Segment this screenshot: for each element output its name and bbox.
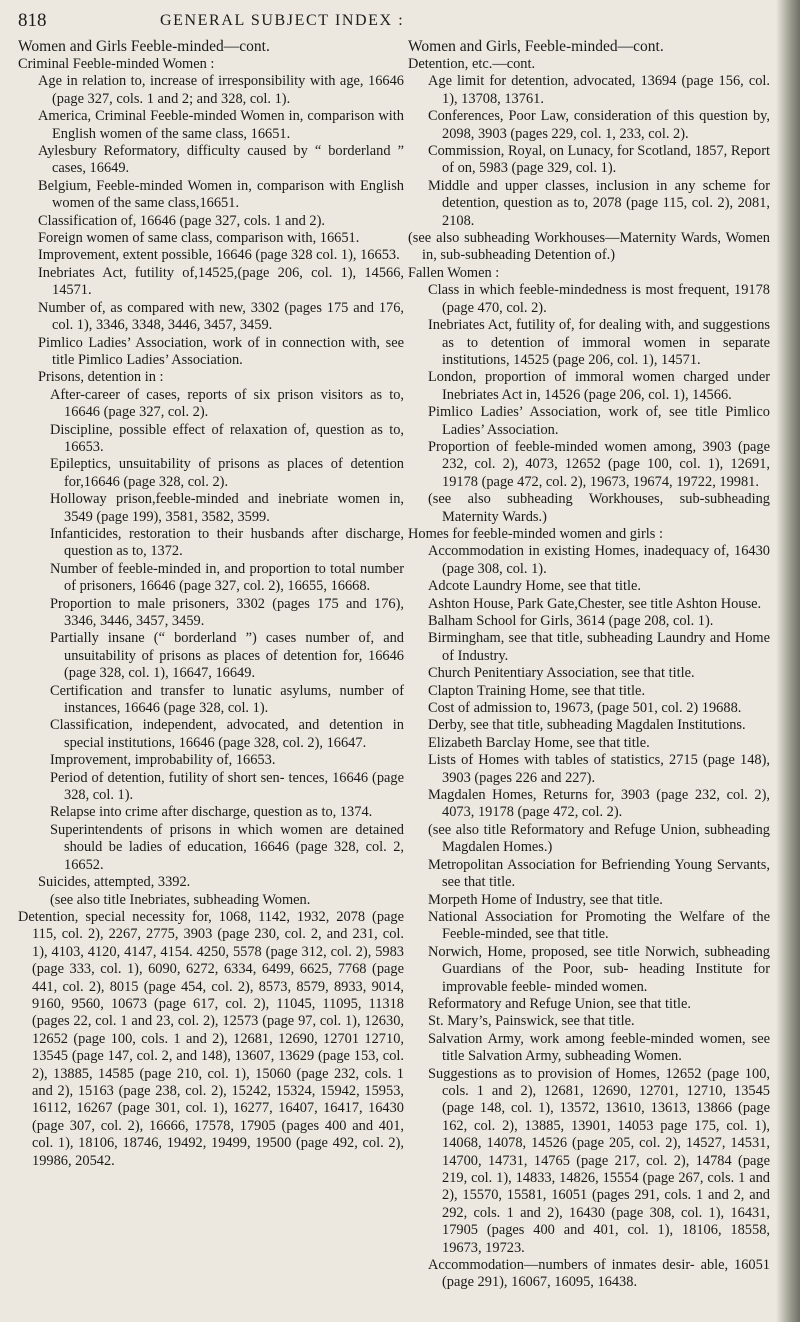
- index-entry: Prisons, detention in :: [38, 369, 164, 386]
- index-entry: St. Mary’s, Painswick, see that title.: [428, 1013, 635, 1030]
- index-entry: Commission, Royal, on Lunacy, for Scotland, 1857, Report of on, 5983 (page 329, col. 1).: [428, 143, 771, 177]
- index-entry: Age in relation to, increase of irresponsibility with age, 16646 (page 327, cols. 1 and 2; and 328, col. 1).: [38, 73, 404, 107]
- index-entry: Criminal Feeble-minded Women :: [18, 56, 215, 72]
- index-entry: Lists of Homes with tables of statistics, 2715 (page 148), 3903 (pages 226 and 227).: [428, 752, 770, 786]
- index-entry: Classification, independent, advocated, and detention in special institutions, 16646 (page 328, col. 2), 16647.: [50, 717, 404, 751]
- index-entry: Age limit for detention, advocated, 13694 (page 156, col. 1), 13708, 13761.: [428, 73, 770, 107]
- index-entry: Balham School for Girls, 3614 (page 208, col. 1).: [428, 613, 714, 629]
- index-entry: Improvement, improbability of, 16653.: [50, 752, 276, 769]
- index-entry: Conferences, Poor Law, consideration of this question by, 2098, 3903 (pages 229, col. 1, 233, col. 2).: [428, 108, 770, 142]
- index-entry: Proportion of feeble-minded women among, 3903 (page 232, col. 2), 4073, 12652 (page 100, col. 1), 12691, 19178 (page 472, col. 2), 19673, 19674, 19722, 19981.: [428, 438, 770, 490]
- index-entry: After-career of cases, reports of six prison visitors as to, 16646 (page 327, col. 2).: [50, 386, 404, 421]
- index-entry: Pimlico Ladies’ Association, work of, see title Pimlico Ladies’ Association.: [428, 404, 770, 438]
- left-column: [18, 38, 404, 1170]
- index-entry: Belgium, Feeble-minded Women in, comparison with English women of the same class,16651.: [38, 177, 404, 212]
- index-entry: Reformatory and Refuge Union, see that title.: [428, 995, 691, 1012]
- index-entry: Church Penitentiary Association, see that title.: [428, 665, 695, 682]
- index-entry: Clapton Training Home, see that title.: [428, 682, 646, 699]
- index-entry: Relapse into crime after discharge, question as to, 1374.: [50, 804, 373, 821]
- index-entry-list: [18, 56, 404, 1170]
- index-entry: Accommodation in existing Homes, inadequacy of, 16430 (page 308, col. 1).: [428, 543, 770, 577]
- index-entry: Classification of, 16646 (page 327, cols. 1 and 2).: [38, 212, 325, 229]
- index-entry: Infanticides, restoration to their husbands after discharge, question as to, 1372.: [50, 525, 404, 560]
- index-entry: Holloway prison,feeble-minded and inebriate women in, 3549 (page 199), 3581, 3582, 3599.: [50, 491, 404, 525]
- index-entry: Middle and upper classes, inclusion in any scheme for detention, question as to, 2078 (page 115, col. 2), 2081, 2108.: [428, 177, 770, 229]
- index-entry: Adcote Laundry Home, see that title.: [428, 578, 641, 595]
- index-entry: Aylesbury Reformatory, difficulty caused by “ borderland ” cases, 16649.: [38, 143, 404, 177]
- index-entry: Elizabeth Barclay Home, see that title.: [428, 734, 650, 751]
- index-entry: (see also subheading Workhouses—Maternity Wards, Women in, sub-subheading Detention of.): [408, 230, 770, 264]
- index-entry: Number of, as compared with new, 3302 (pages 175 and 176, col. 1), 3346, 3348, 3446, 3457, 3459.: [38, 299, 404, 334]
- index-entry: Foreign women of same class, comparison with, 16651.: [38, 230, 360, 247]
- index-entry: Morpeth Home of Industry, see that title.: [428, 891, 663, 908]
- index-entry: Ashton House, Park Gate,Chester, see title Ashton House.: [428, 595, 762, 612]
- index-entry: Detention, etc.—cont.: [408, 56, 536, 72]
- index-entry: Birmingham, see that title, subheading Laundry and Home of Industry.: [428, 630, 770, 664]
- index-entry: Derby, see that title, subheading Magdalen Institutions.: [428, 717, 746, 734]
- page-edge-shadow: [776, 0, 800, 1322]
- index-entry: Norwich, Home, proposed, see title Norwich, subheading Guardians of the Poor, sub- heading Institute for improvable feeble- minded women.: [428, 943, 770, 995]
- index-entry: Magdalen Homes, Returns for, 3903 (page 232, col. 2), 4073, 19178 (page 472, col. 2).: [428, 787, 770, 821]
- index-entry-list: [408, 56, 770, 1292]
- index-entry: Proportion to male prisoners, 3302 (pages 175 and 176), 3346, 3446, 3457, 3459.: [50, 595, 404, 629]
- index-entry: (see also title Inebriates, subheading Women.: [50, 891, 311, 908]
- index-entry: Pimlico Ladies’ Association, work of in connection with, see title Pimlico Ladies’ Association.: [38, 334, 404, 368]
- index-entry: Suggestions as to provision of Homes, 12652 (page 100, cols. 1 and 2), 12681, 12690, 12701, 12710, 13545 (page 148, col. 1), 13572, 13610, 13613, 13866 (page 162, col. 2), 13885, 13901, 14053 page 175, col. 1), 14068, 14078, 14526 (page 205, col. 2), 14527, 14531, 14700, 14731, 14765 (page 217, col. 2), 14784 (page 219, col. 1), 14833, 14826, 15554 (page 267, cols. 1 and 2), 15570, 15581, 16051 (pages 291, cols. 1 and 2, and 292, cols. 1 and 2), 16430 (page 308, col. 1), 16431, 17905 (pages 400 and 401, col. 1), 18106, 18558, 19673, 19723.: [428, 1065, 770, 1256]
- index-entry: Inebriates Act, futility of, for dealing with, and suggestions as to detention of immoral women in separate institutions, 14525 (page 206, col. 1), 14571.: [428, 317, 770, 368]
- index-entry: National Association for Promoting the Welfare of the Feeble-minded, see that title.: [428, 908, 770, 943]
- index-entry: Suicides, attempted, 3392.: [38, 874, 191, 891]
- index-entry: Epileptics, unsuitability of prisons as places of detention for,16646 (page 328, col. 2).: [50, 456, 404, 490]
- index-entry: Number of feeble-minded in, and proportion to total number of prisoners, 16646 (page 327, col. 2), 16655, 16668.: [50, 560, 404, 595]
- right-column: [408, 38, 770, 1292]
- index-entry: (see also title Reformatory and Refuge Union, subheading Magdalen Homes.): [428, 821, 770, 856]
- index-entry: Superintendents of prisons in which women are detained should be ladies of education, 16646 (page 328, col. 2, 16652.: [50, 821, 404, 873]
- continued-heading: Women and Girls, Feeble-minded—cont.: [408, 38, 664, 55]
- index-entry: Partially insane (“ borderland ”) cases number of, and unsuitability of prisons as places of detention for, 16646 (page 328, col. 1), 16647, 16649.: [50, 630, 404, 682]
- index-entry: Certification and transfer to lunatic asylums, number of instances, 16646 (page 328, col. 1).: [50, 682, 404, 717]
- index-entry: Period of detention, futility of short sen- tences, 16646 (page 328, col. 1).: [50, 769, 404, 804]
- page-header: [0, 10, 800, 34]
- index-entry: (see also subheading Workhouses, sub-subheading Maternity Wards.): [428, 491, 770, 525]
- index-entry: Cost of admission to, 19673, (page 501, col. 2) 19688.: [428, 700, 742, 717]
- running-head: GENERAL SUBJECT INDEX :: [160, 12, 405, 29]
- index-entry: Improvement, extent possible, 16646 (page 328 col. 1), 16653.: [38, 247, 400, 264]
- index-entry: Discipline, possible effect of relaxation of, question as to, 16653.: [50, 421, 404, 455]
- index-entry: Detention, special necessity for, 1068, 1142, 1932, 2078 (page 115, col. 2), 2267, 2775, 3903 (page 230, col. 2, and 231, col. 1), 4103, 4120, 4147, 4154. 4250, 5578 (page 312, col. 2), 5983 (page 333, col. 1), 6090, 6272, 6334, 6499, 6625, 7768 (page 441, col. 2), 8015 (page 454, col. 2), 8573, 8579, 8933, 9014, 9160, 9560, 10673 (page 617, col. 2), 11045, 11095, 11318 (pages 22, col. 1 and 23, col. 2), 12573 (page 97, col. 1), 12630, 12652 (page 100, cols. 1 and 2), 12681, 12690, 12701 12710, 13545 (page 147, col. 2, and 148), 13607, 13629 (page 153, col. 2), 13885, 14585 (page 210, col. 1), 15060 (page 232, cols. 1 and 2), 15163 (page 238, col. 2), 15242, 15324, 15942, 15953, 16112, 16267 (page 301, col. 1), 16277, 16407, 16417, 16430 (page 307, col. 2), 16666, 17578, 17905 (pages 400 and 401, col. 1), 18106, 18746, 19492, 19499, 19500 (page 492, col. 2), 19986, 20542.: [18, 908, 404, 1169]
- page-number: 818: [18, 10, 47, 31]
- continued-heading: Women and Girls Feeble-minded—cont.: [18, 38, 270, 55]
- index-entry: Homes for feeble-minded women and girls :: [408, 525, 663, 542]
- index-entry: Metropolitan Association for Befriending Young Servants, see that title.: [428, 856, 770, 891]
- index-entry: America, Criminal Feeble-minded Women in, comparison with English women of the same class, 16651.: [38, 108, 404, 142]
- index-entry: Fallen Women :: [408, 264, 500, 281]
- index-entry: Inebriates Act, futility of,14525,(page 206, col. 1), 14566, 14571.: [38, 264, 404, 299]
- index-entry: London, proportion of immoral women charged under Inebriates Act in, 14526 (page 206, col. 1), 14566.: [428, 369, 770, 403]
- index-entry: Class in which feeble-mindedness is most frequent, 19178 (page 470, col. 2).: [428, 282, 770, 316]
- index-entry: Accommodation—numbers of inmates desir- able, 16051 (page 291), 16067, 16095, 16438.: [428, 1257, 770, 1291]
- index-entry: Salvation Army, work among feeble-minded women, see title Salvation Army, subheading Women.: [428, 1030, 770, 1065]
